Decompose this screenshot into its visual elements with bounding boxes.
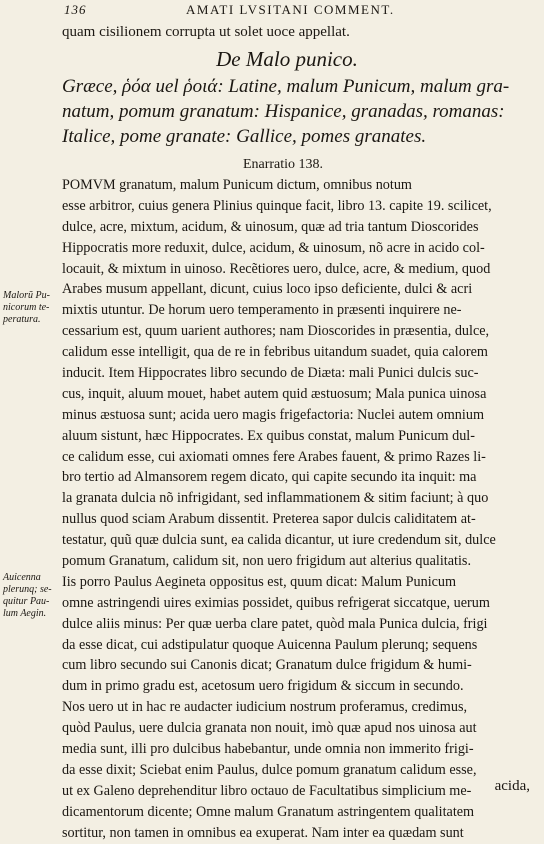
section-heading: De Malo punico. bbox=[216, 47, 358, 71]
body-line: mixtis utuntur. De horum uero temperamento in præsenti inquirere ne- bbox=[62, 302, 462, 319]
body-line: dicamentorum dicente; Omne malum Granatum astringentem qualitatem bbox=[62, 803, 475, 820]
running-title: AMATI LVSITANI COMMENT. bbox=[186, 2, 395, 17]
body-line: sortitur, non tamen in omnibus ea exuperat. Nam inter ea quædam sunt bbox=[62, 824, 464, 841]
margin-note-line: Auicenna bbox=[3, 572, 41, 583]
body-line: Arabes musum appellant, dicunt, cuius loco ipso deficiente, dulci & acri bbox=[62, 281, 473, 298]
body-line: Nos uero ut in hac re audacter iudicium nostrum proferamus, credimus, bbox=[62, 699, 468, 716]
body-line: da esse dicat, cui adstipulatur quoque Auicenna Paulum plerunq; sequens bbox=[62, 636, 478, 653]
body-line: cus, inquit, aluum mouet, habet autem quid æstuosum; Mala punica uinosa bbox=[62, 385, 487, 402]
body-line: locauit, & mixtum in uinoso. Recẽtiores uero, dulce, acre, & medium, quod bbox=[62, 260, 491, 277]
body-line: nullus quod sciam Arabum dissentit. Preterea sapor dulcis caliditatem at- bbox=[62, 511, 476, 528]
margin-note-line: plerunq; se- bbox=[3, 584, 52, 595]
margin-note-line: quitur Pau- bbox=[3, 596, 50, 607]
page-number: 136 bbox=[64, 2, 87, 17]
body-line: dulce aliis minus: Per quæ uerba clare patet, quòd mala Punica dulcia, frigi bbox=[62, 615, 488, 632]
body-line: dum in primo gradu est, acetosum uero frigidum & siccum in secundo. bbox=[62, 678, 464, 695]
margin-note-temperatura bbox=[3, 290, 59, 326]
body-line: pomum Granatum, calidum sit, non uero frigidum aut alterius qualitatis. bbox=[62, 553, 471, 570]
body-line: inducit. Item Hippocrates libro secundo de Diæta: mali Punici dulcis suc- bbox=[62, 365, 479, 382]
carryover-line: quam cisilionem corrupta ut solet uoce appellat. bbox=[62, 24, 350, 40]
body-line: Iis porro Paulus Aegineta oppositus est, quum dicat: Malum Punicum bbox=[62, 573, 457, 590]
body-line: testatur, quũ quæ dulcia sunt, ea calida dicantur, ut iure credendum sit, dulce bbox=[62, 532, 496, 549]
names-line: natum, pomum granatum: Hispanice, granadas, romanas: bbox=[62, 101, 505, 122]
body-line: ce calidum esse, cui axiomati omnes fere Arabes fauent, & primo Razes li- bbox=[62, 448, 486, 465]
body-line: minus æstuosa sunt; acida uero magis frigefactoria: Nuclei autem omnium bbox=[62, 406, 484, 423]
names-line: Italice, pome granate: Gallice, pomes granates. bbox=[62, 126, 427, 147]
margin-note-line: nicorum te- bbox=[3, 302, 50, 313]
margin-note-line: peratura. bbox=[3, 314, 41, 325]
body-line: POMVM granatum, malum Punicum dictum, omnibus notum bbox=[62, 177, 412, 193]
body-line: quòd Paulus, uere dulcia granata non nouit, imò quæ apud nos uinosa aut bbox=[62, 720, 477, 737]
body-line: la granata dulcia nõ infrigidant, sed inflammationem & sitim faciunt; à quo bbox=[62, 490, 489, 507]
margin-note-auicenna bbox=[3, 572, 59, 620]
body-line: da esse dixit; Sciebat enim Paulus, dulce pomum granatum calidum esse, bbox=[62, 761, 477, 778]
body-line: omne astringendi uires eximias possidet, quibus refrigerat siccatque, uerum bbox=[62, 594, 490, 611]
enarratio-label: Enarratio 138. bbox=[242, 157, 324, 172]
body-line: Hippocratis more reduxit, dulce, acidum, & uinosum, nõ acre in acido col- bbox=[62, 239, 485, 256]
running-header bbox=[64, 2, 534, 22]
catchword: acida, bbox=[494, 778, 530, 794]
body-line: cum libro secundo sui Canonis dicat; Granatum dulce frigidum & humi- bbox=[62, 657, 472, 674]
margin-note-line: lum Aegin. bbox=[3, 608, 47, 619]
names-block bbox=[62, 74, 536, 149]
body-line: cessarium est, quum uarient authores; nam Dioscorides in præsentia, dulce, bbox=[62, 323, 490, 340]
body-line: calidum esse intelligit, qua de re in febribus uitandum suadet, quia calorem bbox=[62, 344, 488, 361]
body-line: esse arbitror, cuius genera Plinius quinque facit, libro 13. capite 19. scilicet, bbox=[62, 197, 492, 214]
body-line: aluum sistunt, hæc Hippocrates. Ex quibus constat, malum Punicum dul- bbox=[62, 427, 475, 444]
margin-note-line: Malorũ Pu- bbox=[3, 290, 50, 301]
names-line: Græce, ῥόα uel ῥοιά: Latine, malum Punicum, malum gra- bbox=[62, 76, 510, 97]
body-line: dulce, acre, mixtum, acidum, & uinosum, quæ ad tria tantum Dioscorides bbox=[62, 218, 479, 235]
body-line: bro tertio ad Almansorem regem dicato, qui capite secundo ita inquit: ma bbox=[62, 469, 477, 486]
body-line: media sunt, illi pro dulcibus habebantur, unde omnia non immerito frigi- bbox=[62, 741, 474, 758]
commentary-body bbox=[62, 175, 536, 844]
body-line: ut ex Galeno deprehenditur libro octauo de Facultatibus simplicium me- bbox=[62, 782, 472, 799]
